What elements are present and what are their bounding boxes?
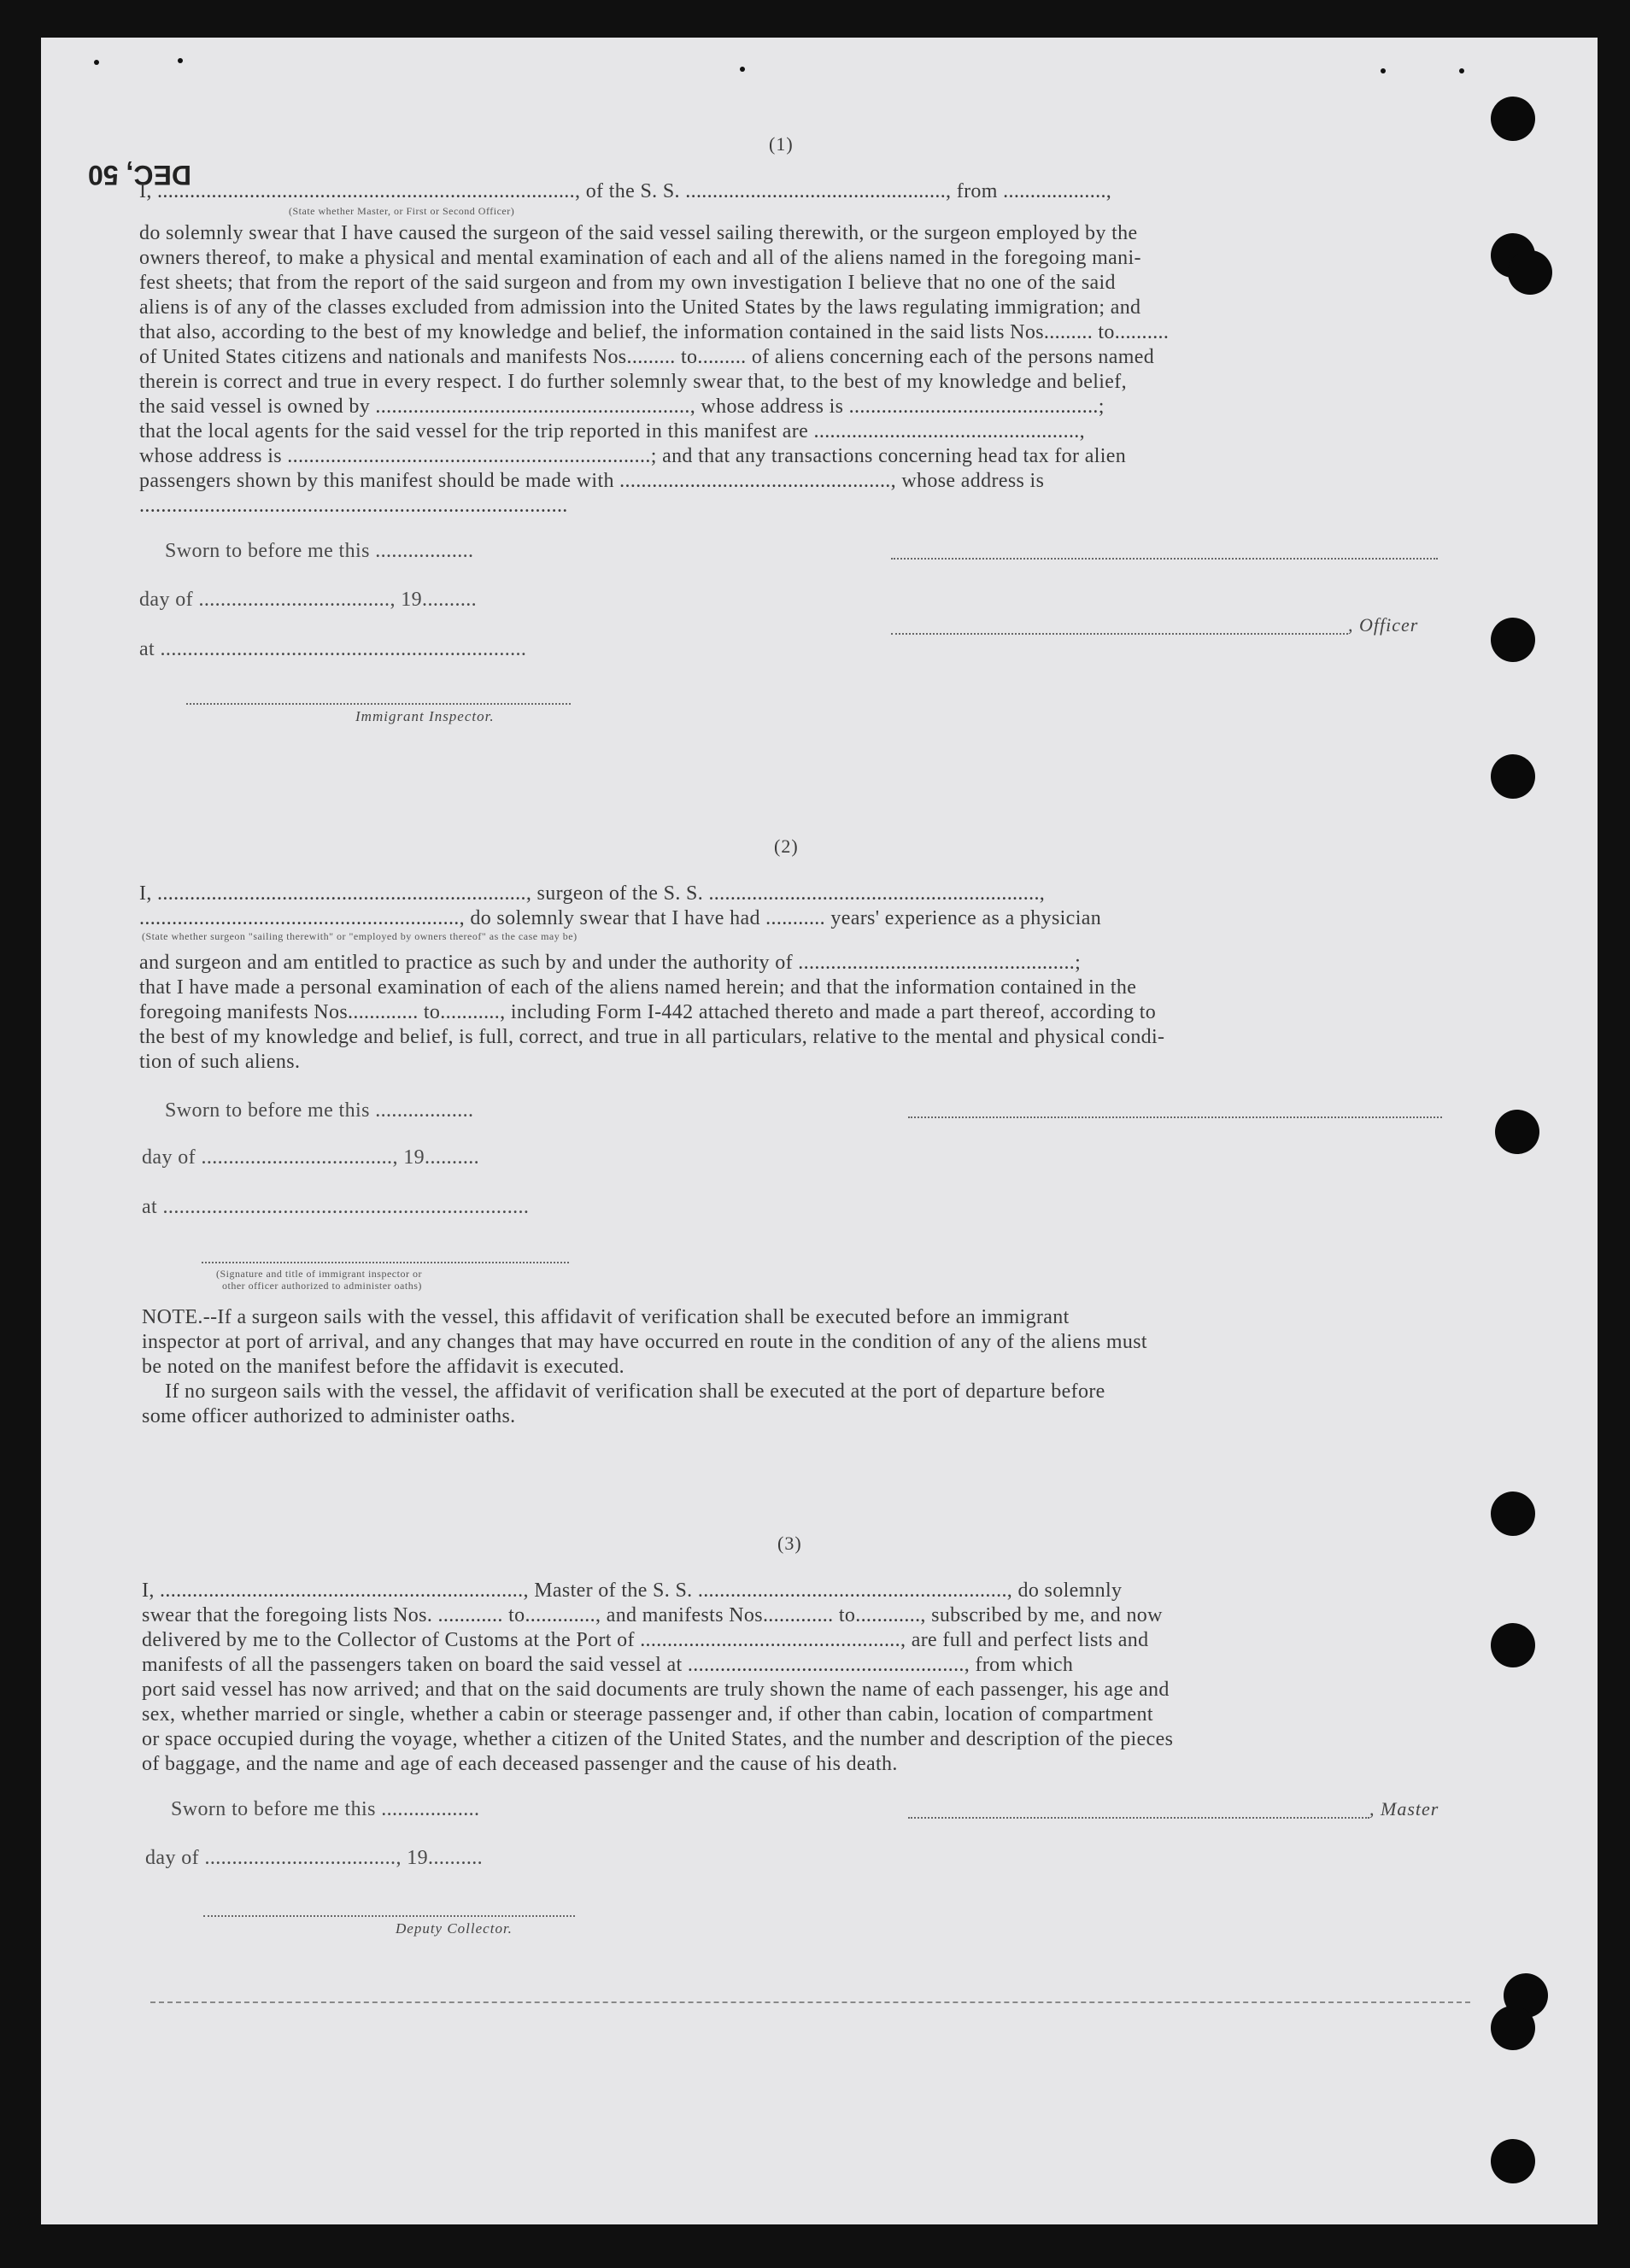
s1-inspector-line xyxy=(186,703,571,705)
date-stamp: DEC, 50 xyxy=(88,160,191,190)
punch-hole xyxy=(1491,2006,1535,2050)
section-2-number: (2) xyxy=(774,835,799,857)
punch-hole xyxy=(1491,618,1535,662)
s3-day: day of ..................................., 19.......... xyxy=(145,1847,484,1869)
form-page xyxy=(41,38,1598,2224)
speck xyxy=(740,67,745,72)
s3-line: sex, whether married or single, whether a cabin or steerage passenger and, if other than cabin, location of compartment xyxy=(142,1703,1153,1726)
signature-note-1: (Signature and title of immigrant inspector or xyxy=(216,1268,422,1280)
s1-line: aliens is of any of the classes excluded from admission into the United States by the laws regulating immigration; and xyxy=(139,296,1141,319)
speck xyxy=(94,60,99,65)
s1-line: passengers shown by this manifest should be made with .................................................., whose address is xyxy=(139,470,1045,492)
s3-collector-line xyxy=(203,1915,575,1917)
s1-sworn: Sworn to before me this .................. xyxy=(165,540,474,562)
s3-line: or space occupied during the voyage, whether a citizen of the United States, and the number and description of the pieces xyxy=(142,1728,1174,1750)
s3-line: delivered by me to the Collector of Customs at the Port of ................................................, are full and perfect lists and xyxy=(142,1629,1149,1651)
s1-officer-signature-line xyxy=(891,558,1438,560)
s1-line: ............................................................................... xyxy=(139,495,568,517)
section-1-number: (1) xyxy=(769,133,794,155)
punch-hole xyxy=(1491,2139,1535,2183)
punch-hole xyxy=(1508,250,1552,295)
s2-line: that I have made a personal examination of each of the aliens named herein; and that the information contained in the xyxy=(139,976,1137,999)
punch-hole xyxy=(1491,754,1535,799)
s1-line: fest sheets; that from the report of the said surgeon and from my own investigation I believe that no one of the said xyxy=(139,272,1116,294)
surgeon-note: (State whether surgeon "sailing therewith" or "employed by owners thereof" as the case may be) xyxy=(142,930,578,942)
s2-line: the best of my knowledge and belief, is full, correct, and true in all particulars, relative to the mental and physical condi- xyxy=(139,1026,1165,1048)
speck xyxy=(178,58,183,63)
s1-day: day of ..................................., 19.......... xyxy=(139,589,478,611)
s2-line: I, ...................................................................., surgeon of the S. S. ............................................................., xyxy=(139,882,1046,905)
note-line: NOTE.--If a surgeon sails with the vessel, this affidavit of verification shall be executed before an immigrant xyxy=(142,1306,1070,1328)
role-note: (State whether Master, or First or Second Officer) xyxy=(289,205,515,217)
s1-line: therein is correct and true in every respect. I do further solemnly swear that, to the best of my knowledge and belief, xyxy=(139,371,1127,393)
s2-line: foregoing manifests Nos............. to..........., including Form I-442 attached thereto and made a part thereof, according to xyxy=(139,1001,1157,1023)
bottom-rule xyxy=(150,2001,1470,2003)
s1-line: owners thereof, to make a physical and mental examination of each and all of the aliens named in the foregoing mani- xyxy=(139,247,1141,269)
s3-line: manifests of all the passengers taken on board the said vessel at ..................................................., from which xyxy=(142,1654,1074,1676)
s1-line: the said vessel is owned by .........................................................., whose address is ..............................................; xyxy=(139,396,1105,418)
deputy-collector-label: Deputy Collector. xyxy=(396,1920,513,1937)
s1-line: of United States citizens and nationals and manifests Nos......... to......... of aliens concerning each of the persons named xyxy=(139,346,1155,368)
note-line: inspector at port of arrival, and any changes that may have occurred en route in the condition of any of the aliens must xyxy=(142,1331,1147,1353)
s1-line: whose address is ...................................................................; and that any transactions concerning head tax for alien xyxy=(139,445,1127,467)
s1-officer-line xyxy=(891,633,1348,635)
note-line: If no surgeon sails with the vessel, the affidavit of verification shall be executed at the port of departure before xyxy=(165,1380,1105,1403)
punch-hole xyxy=(1495,1110,1539,1154)
s3-sworn: Sworn to before me this .................. xyxy=(171,1798,480,1820)
s2-line: and surgeon and am entitled to practice as such by and under the authority of ...................................................; xyxy=(139,952,1082,974)
s2-line: tion of such aliens. xyxy=(139,1051,301,1073)
officer-label: , Officer xyxy=(1348,614,1419,636)
section-3-number: (3) xyxy=(777,1533,802,1554)
s1-line: do solemnly swear that I have caused the surgeon of the said vessel sailing therewith, or the surgeon employed by the xyxy=(139,222,1138,244)
punch-hole xyxy=(1491,97,1535,141)
signature-note-2: other officer authorized to administer oaths) xyxy=(222,1280,422,1292)
note-line: some officer authorized to administer oaths. xyxy=(142,1405,516,1427)
s2-at: at ................................................................... xyxy=(142,1196,530,1218)
s1-at: at ................................................................... xyxy=(139,638,527,660)
s3-line: I, ..................................................................., Master of the S. S. ........................................................., do solemnly xyxy=(142,1579,1123,1602)
s1-line: that the local agents for the said vessel for the trip reported in this manifest are ................................................., xyxy=(139,420,1085,442)
s3-line: swear that the foregoing lists Nos. ............ to............., and manifests Nos............. to............, subscribed by me, and now xyxy=(142,1604,1163,1626)
immigrant-inspector-label: Immigrant Inspector. xyxy=(355,708,495,724)
speck xyxy=(1381,68,1386,73)
s3-line: of baggage, and the name and age of each deceased passenger and the cause of his death. xyxy=(142,1753,898,1775)
s1-line: I, ............................................................................., of the S. S. ................................................, from ..................., xyxy=(139,180,1112,202)
s2-sworn: Sworn to before me this .................. xyxy=(165,1099,474,1122)
master-label: , Master xyxy=(1369,1798,1439,1820)
s3-master-line xyxy=(908,1817,1369,1819)
s2-inspector-line xyxy=(202,1262,569,1263)
s2-day: day of ..................................., 19.......... xyxy=(142,1146,480,1169)
punch-hole xyxy=(1491,1623,1535,1667)
note-line: be noted on the manifest before the affidavit is executed. xyxy=(142,1356,624,1378)
s3-line: port said vessel has now arrived; and that on the said documents are truly shown the name of each passenger, his age and xyxy=(142,1679,1170,1701)
s1-line: that also, according to the best of my knowledge and belief, the information contained in the said lists Nos......... to.......... xyxy=(139,321,1170,343)
s2-signature-line xyxy=(908,1116,1442,1118)
speck xyxy=(1459,68,1464,73)
s2-line: ..........................................................., do solemnly swear that I have had ........... years' experience as a physician xyxy=(139,907,1102,929)
punch-hole xyxy=(1491,1491,1535,1536)
